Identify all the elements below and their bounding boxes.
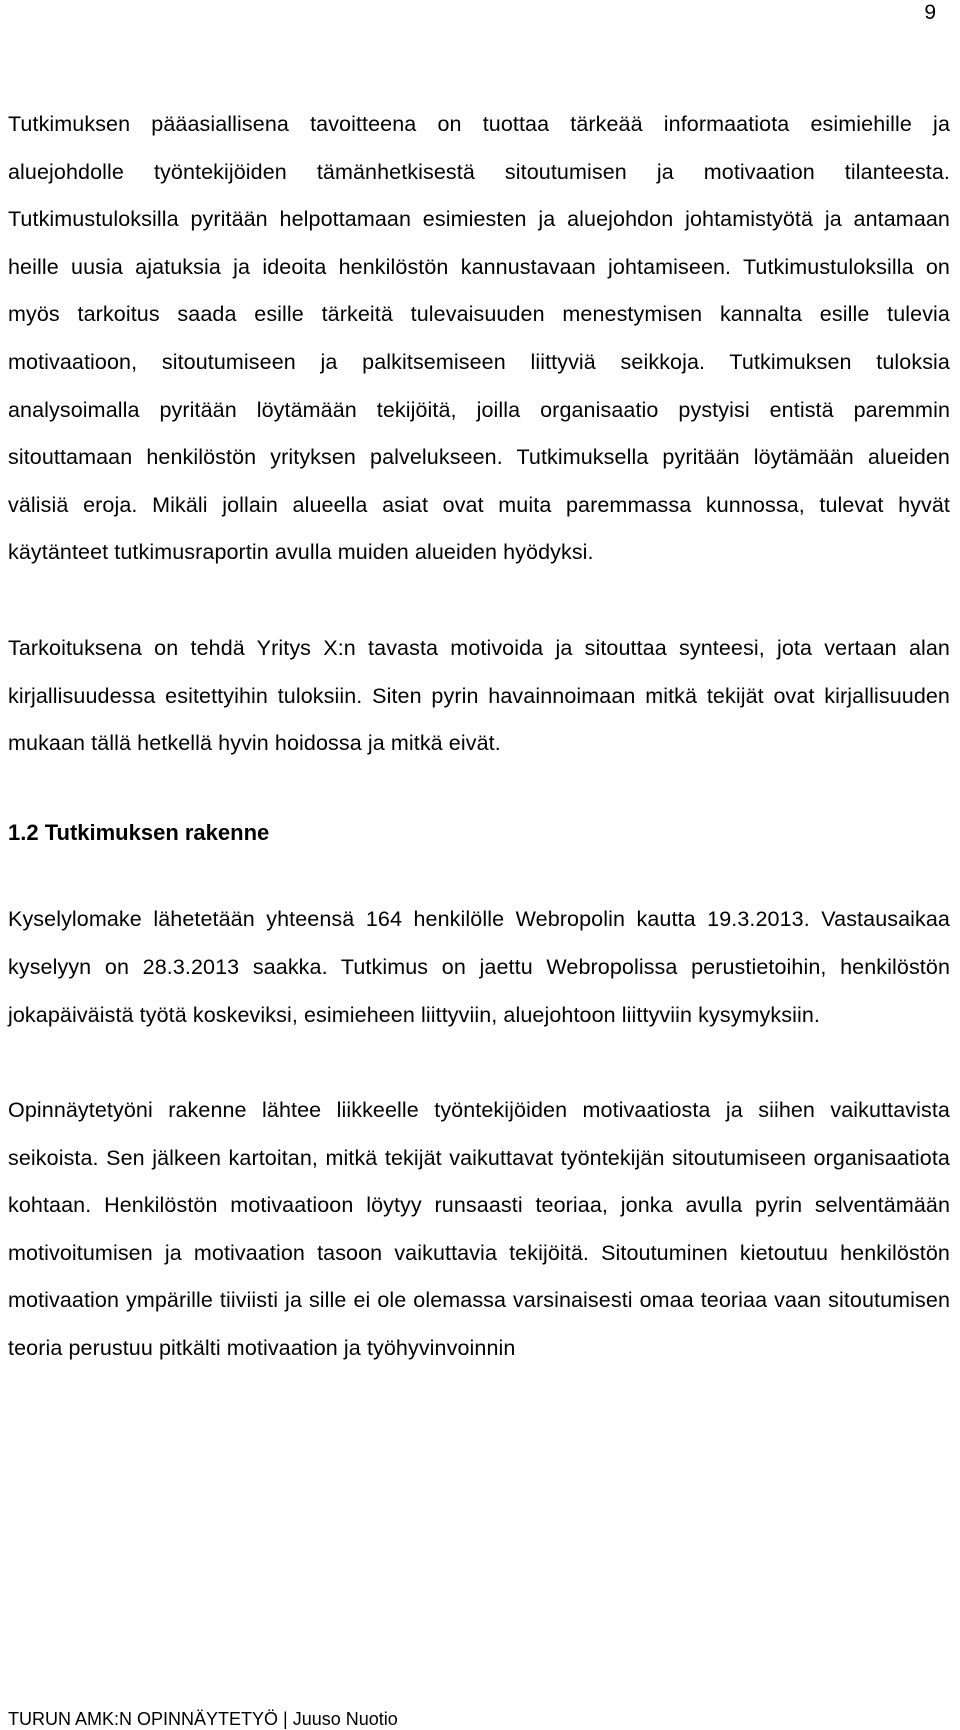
paragraph-research-purpose: Tarkoituksena on tehdä Yritys X:n tavasta motivoida ja sitouttaa synteesi, jota vertaan alan kirjallisuudessa esitettyihin tuloksiin. Siten pyrin havainnoimaan mitkä tekijät ovat kirjallisuuden mukaan tällä hetkellä hyvin hoidossa ja mitkä eivät.: [8, 635, 950, 756]
paragraph-thesis-structure: Opinnäytetyöni rakenne lähtee liikkeelle työntekijöiden motivaatiosta ja siihen vaikuttavista seikoista. Sen jälkeen kartoitan, mitkä tekijät vaikuttavat työntekijän sitoutumiseen organisaatiota kohtaan. Henkilöstön motivaatioon löytyy runsaasti teoriaa, jonka avulla pyrin selventämään motivoitumisen ja motivaation tasoon vaikuttavia tekijöitä. Sitoutuminen kietoutuu henkilöstön motivaation ympärille tiiviisti ja sille ei ole olemassa varsinaisesti omaa teoriaa vaan sitoutumisen teoria perustuu pitkälti motivaation ja työhyvinvoinnin: [8, 1098, 950, 1361]
page-footer: TURUN AMK:N OPINNÄYTETYÖ | Juuso Nuotio: [8, 1709, 398, 1729]
paragraph-research-goal: Tutkimuksen pääasiallisena tavoitteena on tuottaa tärkeää informaatiota esimiehille ja aluejohdolle työntekijöiden tämänhetkisestä sitoutumisen ja motivaation tilanteesta. Tutkimustuloksilla pyritään helpottamaan esimiesten ja aluejohdon johtamistyötä ja antamaan heille uusia ajatuksia ja ideoita henkilöstön kannustavaan johtamiseen. Tutkimustuloksilla on myös tarkoitus saada esille tärkeitä tulevaisuuden menestymisen kannalta esille tulevia motivaatioon, sitoutumiseen ja palkitsemiseen liittyviä seikkoja. Tutkimuksen tuloksia analysoimalla pyritään löytämään tekijöitä, joilla organisaatio pystyisi entistä paremmin sitouttamaan henkilöstön yrityksen palvelukseen. Tutkimuksella pyritään löytämään alueiden välisiä eroja. Mikäli jollain alueella asiat ovat muita paremmassa kunnossa, tulevat hyvät käytänteet tutkimusraportin avulla muiden alueiden hyödyksi.: [8, 112, 950, 565]
paragraph-survey: Kyselylomake lähetetään yhteensä 164 henkilölle Webropolin kautta 19.3.2013. Vastausaikaa kyselyyn on 28.3.2013 saakka. Tutkimus on jaettu Webropolissa perustietoihin, henkilöstön jokapäiväistä työtä koskeviksi, esimieheen liittyviin, aluejohtoon liittyviin kysymyksiin.: [8, 907, 950, 1027]
section-heading: 1.2 Tutkimuksen rakenne: [8, 819, 270, 845]
document-body: [8, 101, 950, 1373]
page-number: 9: [924, 1, 936, 24]
